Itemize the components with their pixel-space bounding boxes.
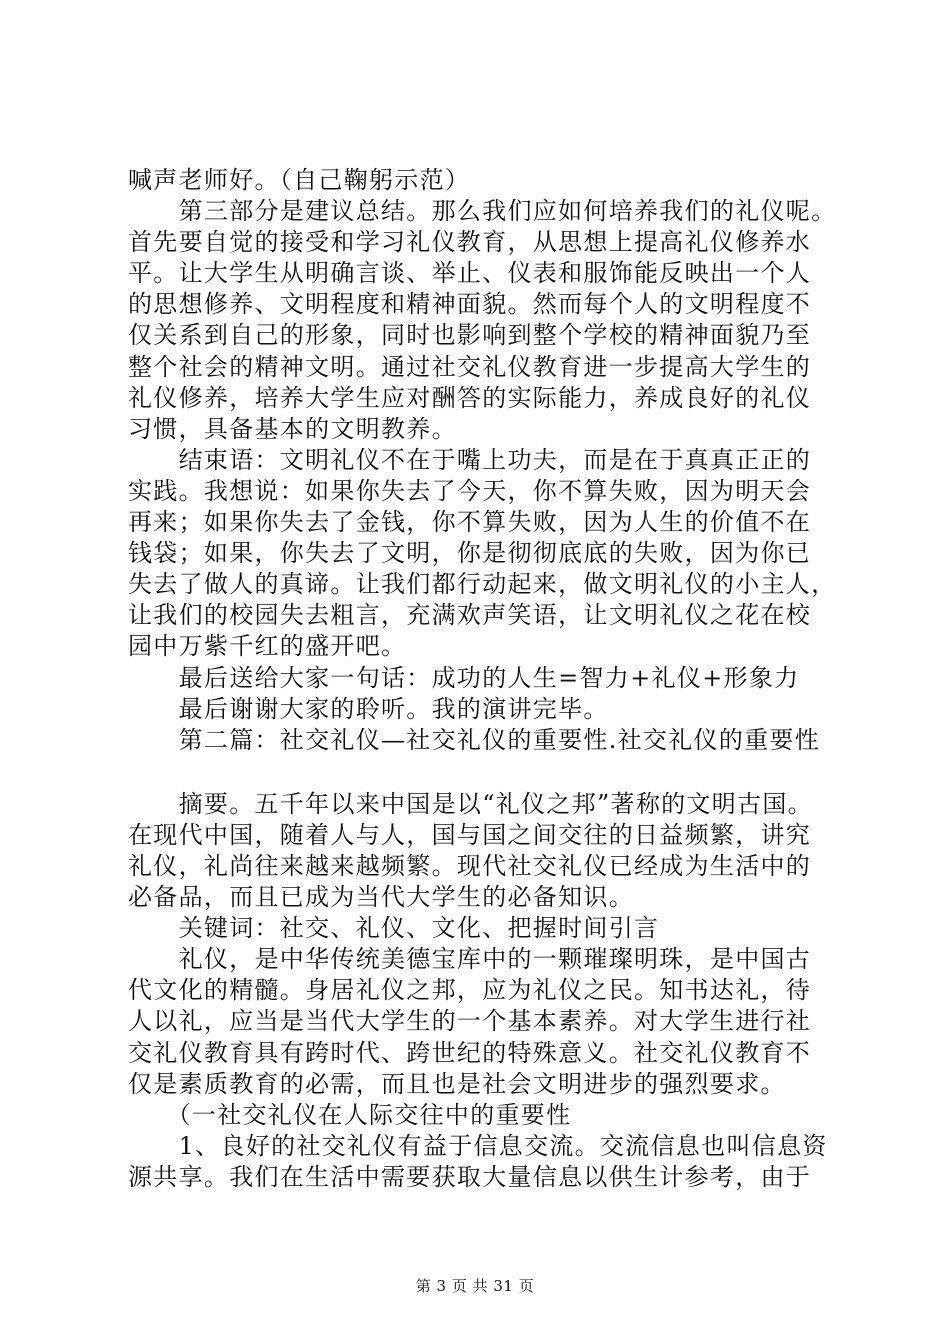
- text-line: 必备品，而且已成为当代大学生的必备知识。: [128, 883, 634, 912]
- text-line: 最后送给大家一句话：成功的人生=智力+礼仪+形象力: [128, 663, 800, 692]
- text-line: 习惯，具备基本的文明教养。: [128, 414, 457, 443]
- text-line: 平。让大学生从明确言谈、举止、仪表和服饰能反映出一个人: [128, 259, 812, 288]
- text-line: 仅关系到自己的形象，同时也影响到整个学校的精神面貌乃至: [128, 321, 812, 350]
- text-line: 1、良好的社交礼仪有益于信息交流。交流信息也叫信息资: [128, 1131, 828, 1160]
- text-line: 失去了做人的真谛。让我们都行动起来，做文明礼仪的小主人，: [128, 570, 837, 599]
- text-line: 摘要。五千年以来中国是以“礼仪之邦”著称的文明古国。: [128, 789, 813, 818]
- text-line: 首先要自觉的接受和学习礼仪教育，从思想上提高礼仪修养水: [128, 228, 812, 257]
- text-line: 喊声老师好。（自己鞠躬示范）: [128, 166, 471, 194]
- text-line: 第三部分是建议总结。那么我们应如何培养我们的礼仪呢。: [128, 197, 837, 226]
- text-line: 的思想修养、文明程度和精神面貌。然而每个人的文明程度不: [128, 290, 812, 319]
- text-line: 结束语：文明礼仪不在于嘴上功夫，而是在于真真正正的: [128, 445, 812, 474]
- text-block-essay: [128, 789, 840, 1193]
- text-line: 礼仪修养，培养大学生应对酬答的实际能力，养成良好的礼仪: [128, 383, 812, 412]
- text-line: 代文化的精髓。身居礼仪之邦，应为礼仪之民。知书达礼，待: [128, 976, 812, 1005]
- text-line: 整个社会的精神文明。通过社交礼仪教育进一步提高大学生的: [128, 352, 812, 381]
- page-footer: 第 3 页 共 31 页: [415, 1277, 535, 1295]
- text-block-speech: [128, 165, 840, 756]
- text-line: 源共享。我们在生活中需要获取大量信息以供生计参考，由于: [128, 1162, 812, 1191]
- text-line: 最后谢谢大家的聆听。我的演讲完毕。: [128, 694, 609, 723]
- text-line: 再来；如果你失去了金钱，你不算失败，因为人生的价值不在: [128, 508, 812, 537]
- text-line: 让我们的校园失去粗言，充满欢声笑语，让文明礼仪之花在校: [128, 601, 812, 630]
- text-line: 礼仪，礼尚往来越来越频繁。现代社交礼仪已经成为生活中的: [128, 851, 812, 880]
- text-line: 交礼仪教育具有跨时代、跨世纪的特殊意义。社交礼仪教育不: [128, 1038, 812, 1067]
- text-line: 钱袋；如果，你失去了文明，你是彻彻底底的失败，因为你已: [128, 539, 812, 568]
- text-line: 人以礼，应当是当代大学生的一个基本素养。对大学生进行社: [128, 1007, 812, 1036]
- text-line: 第二篇：社交礼仪—社交礼仪的重要性.社交礼仪的重要性: [128, 725, 821, 754]
- text-line: 礼仪，是中华传统美德宝库中的一颗璀璨明珠，是中国古: [128, 945, 812, 974]
- text-line: 在现代中国，随着人与人，国与国之间交往的日益频繁，讲究: [128, 820, 812, 849]
- text-line: 实践。我想说：如果你失去了今天，你不算失败，因为明天会: [128, 476, 812, 505]
- text-line: 仅是素质教育的必需，而且也是社会文明进步的强烈要求。: [128, 1069, 786, 1098]
- document-body: [128, 165, 840, 1193]
- paragraph-gap: [128, 756, 840, 789]
- text-line: 园中万紫千红的盛开吧。: [128, 632, 407, 661]
- text-line: （一社交礼仪在人际交往中的重要性: [128, 1100, 572, 1129]
- text-line: 关键词：社交、礼仪、文化、把握时间引言: [128, 914, 660, 943]
